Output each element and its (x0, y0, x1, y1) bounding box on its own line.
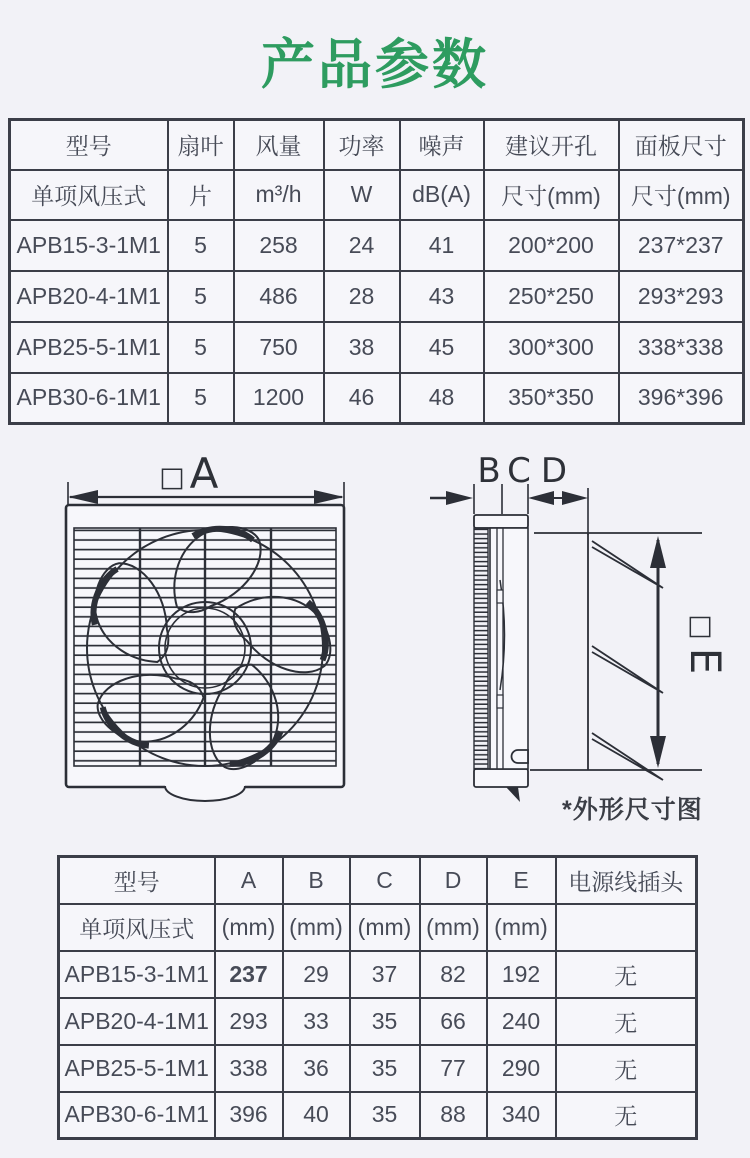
model-cell: APB30-6-1M1 (59, 1092, 215, 1139)
table-cell: 尺寸(mm) (484, 170, 619, 220)
spec-table-performance (8, 118, 745, 425)
table-cell: B (283, 857, 350, 904)
table-cell: W (324, 170, 400, 220)
louver-panel (530, 533, 702, 780)
table-cell: 无 (556, 998, 697, 1045)
table-cell: m³/h (234, 170, 324, 220)
table-cell: (mm) (283, 904, 350, 951)
table-row (59, 998, 697, 1045)
table-cell: 29 (283, 951, 350, 998)
page-title: 产品参数 (261, 35, 489, 95)
table-cell: 35 (350, 1045, 420, 1092)
table-cell: 1200 (234, 373, 324, 424)
table-cell: 5 (168, 373, 234, 424)
table-cell: 5 (168, 220, 234, 271)
table-cell: (mm) (215, 904, 283, 951)
dimension-diagram (0, 440, 750, 840)
table-row (59, 857, 697, 904)
table-cell: 77 (420, 1045, 487, 1092)
table-cell: 293*293 (619, 271, 744, 322)
table-cell: 片 (168, 170, 234, 220)
table-cell: 功率 (324, 120, 400, 170)
table-cell: 66 (420, 998, 487, 1045)
dim-label-e: E (681, 647, 730, 675)
table-cell: dB(A) (400, 170, 484, 220)
table-cell: 350*350 (484, 373, 619, 424)
table-row (10, 271, 744, 322)
mounting-clip (512, 750, 528, 763)
table-cell: 338*338 (619, 322, 744, 373)
model-cell: 单项风压式 (10, 170, 168, 220)
table-cell: 43 (400, 271, 484, 322)
table-cell: 293 (215, 998, 283, 1045)
dim-label-c: C (507, 451, 531, 491)
table-cell: 192 (487, 951, 556, 998)
side-view (430, 451, 730, 802)
table-cell: 24 (324, 220, 400, 271)
table-row (10, 322, 744, 373)
table-cell: 237 (215, 951, 283, 998)
table-cell: 486 (234, 271, 324, 322)
table-cell: 5 (168, 271, 234, 322)
table-cell: 5 (168, 322, 234, 373)
table-cell: 35 (350, 1092, 420, 1139)
table-cell: 41 (400, 220, 484, 271)
table-cell: 35 (350, 998, 420, 1045)
model-cell: APB15-3-1M1 (10, 220, 168, 271)
table-cell: 300*300 (484, 322, 619, 373)
table-cell: 无 (556, 1045, 697, 1092)
model-cell: APB30-6-1M1 (10, 373, 168, 424)
table-row (10, 120, 744, 170)
table-cell: 36 (283, 1045, 350, 1092)
table-cell: E (487, 857, 556, 904)
table-cell: 无 (556, 951, 697, 998)
model-cell: APB20-4-1M1 (10, 271, 168, 322)
table-cell: 噪声 (400, 120, 484, 170)
table-cell: 237*237 (619, 220, 744, 271)
table-cell: 396 (215, 1092, 283, 1139)
model-cell: 单项风压式 (59, 904, 215, 951)
table-cell: 750 (234, 322, 324, 373)
table-cell: 风量 (234, 120, 324, 170)
table-row (59, 904, 697, 951)
dim-label-a-square: □ (159, 462, 185, 493)
model-cell: APB25-5-1M1 (10, 322, 168, 373)
table-cell: C (350, 857, 420, 904)
table-cell: 面板尺寸 (619, 120, 744, 170)
front-view (66, 449, 344, 801)
model-cell: APB15-3-1M1 (59, 951, 215, 998)
spec-table-dimensions (57, 855, 698, 1140)
table-cell: 28 (324, 271, 400, 322)
table-cell: 无 (556, 1092, 697, 1139)
table-cell: (mm) (350, 904, 420, 951)
diagram-caption: *外形尺寸图 (562, 796, 703, 824)
dim-label-a: A (189, 449, 219, 498)
table-cell: 250*250 (484, 271, 619, 322)
table-cell: 396*396 (619, 373, 744, 424)
table-cell: (mm) (487, 904, 556, 951)
table-cell: 38 (324, 322, 400, 373)
table-cell: 340 (487, 1092, 556, 1139)
dim-label-d: D (540, 451, 568, 491)
table-cell: 尺寸(mm) (619, 170, 744, 220)
table-row (10, 170, 744, 220)
table-cell: 290 (487, 1045, 556, 1092)
table-row (59, 1092, 697, 1139)
table-row (10, 373, 744, 424)
table-cell (556, 904, 697, 951)
table-cell: 88 (420, 1092, 487, 1139)
table-cell: 33 (283, 998, 350, 1045)
table-cell: 48 (400, 373, 484, 424)
table-cell: A (215, 857, 283, 904)
table-cell: 82 (420, 951, 487, 998)
model-cell: 型号 (10, 120, 168, 170)
table-cell: 电源线插头 (556, 857, 697, 904)
table-row (59, 1045, 697, 1092)
model-cell: APB20-4-1M1 (59, 998, 215, 1045)
table-cell: 338 (215, 1045, 283, 1092)
table-cell: 45 (400, 322, 484, 373)
table-cell: 37 (350, 951, 420, 998)
model-cell: 型号 (59, 857, 215, 904)
table-cell: 扇叶 (168, 120, 234, 170)
dim-label-b: B (477, 451, 501, 491)
model-cell: APB25-5-1M1 (59, 1045, 215, 1092)
table-cell: 240 (487, 998, 556, 1045)
table-cell: 200*200 (484, 220, 619, 271)
table-cell: 40 (283, 1092, 350, 1139)
profile-grille-strip (474, 528, 488, 769)
table-cell: 建议开孔 (484, 120, 619, 170)
dim-label-e-square: □ (686, 614, 717, 640)
table-cell: 46 (324, 373, 400, 424)
table-row (10, 220, 744, 271)
table-cell: D (420, 857, 487, 904)
table-cell: 258 (234, 220, 324, 271)
table-row (59, 951, 697, 998)
table-cell: (mm) (420, 904, 487, 951)
